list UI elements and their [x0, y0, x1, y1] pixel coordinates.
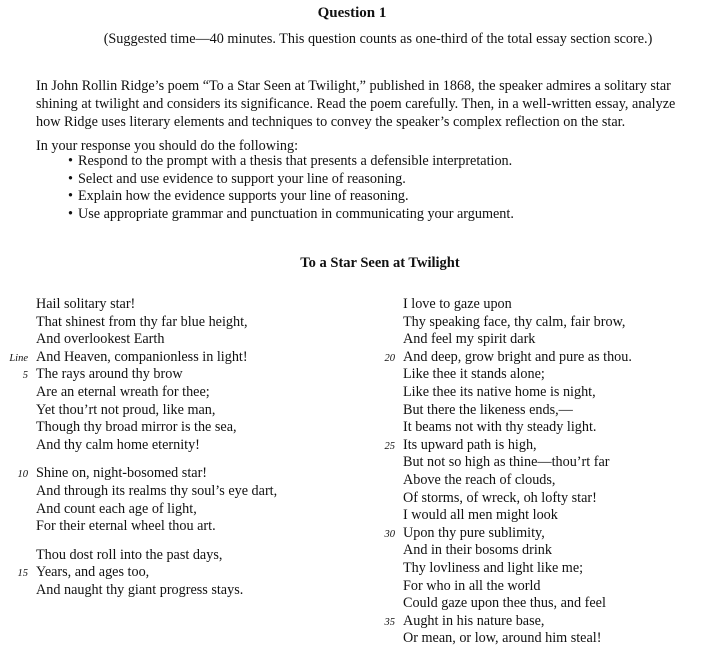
- poem-line-text: But not so high as thine—thou’rt far: [403, 454, 610, 471]
- poem-line-text: Thy lovliness and light like me;: [403, 559, 584, 576]
- poem-stanza: [17, 546, 277, 600]
- poem-line-text: And feel my spirit dark: [403, 331, 536, 348]
- poem-line: [403, 454, 632, 472]
- poem-line: [17, 465, 277, 483]
- question-subtitle: (Suggested time—40 minutes. This question counts as one-third of the total essay section score.): [103, 31, 653, 47]
- poem-line-text: And overlookest Earth: [36, 331, 165, 348]
- poem-line-text: Though thy broad mirror is the sea,: [36, 419, 237, 436]
- poem-line: [36, 437, 277, 455]
- poem-line-text: It beams not with thy steady light.: [403, 419, 597, 436]
- poem-title: To a Star Seen at Twilight: [300, 255, 460, 271]
- bullet-item: • Respond to the prompt with a thesis that presents a defensible interpretation.: [68, 153, 514, 171]
- poem-line-text: For who in all the world: [403, 577, 541, 594]
- poem-line: [403, 490, 632, 508]
- poem-line: [36, 384, 277, 402]
- bullet-item: • Explain how the evidence supports your line of reasoning.: [68, 188, 514, 206]
- essay-prompt: In John Rollin Ridge’s poem “To a Star Seen at Twilight,” published in 1868, the speaker admires a solitary star shining at twilight and considers its significance. Read the poem carefully. Then, in a well-written essay, analyze how Ridge uses literary elements and techniques to convey the speaker’s complex reflection on the star.: [36, 78, 676, 130]
- poem-line: [403, 507, 632, 525]
- line-number: 10: [17, 469, 28, 481]
- poem-line: [9, 348, 277, 367]
- poem-line-text: Upon thy pure sublimity,: [403, 524, 545, 541]
- poem-line-text: Above the reach of clouds,: [403, 471, 556, 488]
- poem-line-text: Could gaze upon thee thus, and feel: [403, 595, 606, 612]
- poem-line-text: And deep, grow bright and pure as thou.: [403, 348, 632, 365]
- line-number: 30: [384, 528, 395, 540]
- poem-line: [403, 402, 632, 420]
- poem-line: [403, 384, 632, 402]
- poem-line: [36, 582, 277, 600]
- poem-stanza: [9, 296, 277, 454]
- poem-left-column: [9, 296, 278, 600]
- poem-line-text: Yet thou’rt not proud, like man,: [36, 401, 216, 418]
- poem-line: [403, 578, 632, 596]
- poem-line: [384, 348, 632, 367]
- poem-line-text: And in their bosoms drink: [403, 542, 552, 559]
- line-number: 35: [384, 616, 395, 628]
- poem-line: [36, 331, 277, 349]
- poem-line: [22, 366, 277, 384]
- poem-line: [403, 296, 632, 314]
- response-instructions: In your response you should do the following:: [36, 138, 299, 154]
- poem-line-text: But there the likeness ends,—: [403, 401, 573, 418]
- poem-line: [403, 331, 632, 349]
- poem-line-text: I love to gaze upon: [403, 296, 512, 312]
- poem-line-text: Its upward path is high,: [403, 436, 537, 453]
- line-number: 25: [384, 440, 395, 452]
- poem-line-text: Like thee it stands alone;: [403, 366, 545, 383]
- line-number: 15: [17, 568, 28, 580]
- poem-line-text: And naught thy giant progress stays.: [36, 581, 244, 598]
- poem-line: [403, 630, 632, 648]
- poem-line-text: Hail solitary star!: [36, 296, 136, 312]
- poem-line: [403, 472, 632, 490]
- poem-line: [36, 296, 277, 314]
- poem-line-text: Like thee its native home is night,: [403, 383, 596, 400]
- poem-line: [403, 542, 632, 560]
- poem-line: [403, 560, 632, 578]
- poem-line: [403, 314, 632, 332]
- response-bullet-list: [68, 153, 514, 223]
- bullet-item: • Use appropriate grammar and punctuation in communicating your argument.: [68, 206, 514, 224]
- poem-line-text: And thy calm home eternity!: [36, 436, 200, 453]
- poem-line-text: Thy speaking face, thy calm, fair brow,: [403, 313, 626, 330]
- poem-line-text: Years, and ages too,: [36, 564, 150, 581]
- poem-line-text: I would all men might look: [403, 507, 558, 524]
- poem-line: [384, 612, 632, 631]
- line-number: 5: [22, 370, 28, 382]
- poem-line: [17, 564, 277, 582]
- line-number: 20: [384, 352, 395, 364]
- poem-line-text: Of storms, of wreck, oh lofty star!: [403, 489, 597, 506]
- poem-line-text: And count each age of light,: [36, 500, 197, 517]
- poem-line: [36, 501, 277, 519]
- poem-line-text: Are an eternal wreath for thee;: [36, 383, 210, 400]
- poem-line-text: And Heaven, companionless in light!: [36, 348, 248, 365]
- poem-stanza: [384, 296, 632, 648]
- poem-line: [36, 314, 277, 332]
- poem-line-text: Aught in his nature base,: [403, 612, 545, 629]
- poem-line: [36, 547, 277, 565]
- poem-line: [384, 436, 632, 455]
- poem-line-text: Shine on, night-bosomed star!: [36, 465, 208, 482]
- poem-line-text: For their eternal wheel thou art.: [36, 518, 216, 535]
- poem-line-text: And through its realms thy soul’s eye dart,: [36, 482, 278, 499]
- poem-line: [36, 402, 277, 420]
- poem-stanza: [17, 465, 278, 535]
- poem-line-text: That shinest from thy far blue height,: [36, 313, 248, 330]
- poem-line: [36, 518, 277, 536]
- bullet-item: • Select and use evidence to support your line of reasoning.: [68, 171, 514, 189]
- line-number: Line: [9, 352, 28, 364]
- poem-line: [403, 595, 632, 613]
- poem-line: [403, 366, 632, 384]
- poem-line-text: The rays around thy brow: [36, 366, 183, 383]
- poem-line: [403, 419, 632, 437]
- poem-line: [36, 483, 277, 501]
- poem-line-text: Thou dost roll into the past days,: [36, 546, 223, 563]
- question-title: Question 1: [317, 5, 387, 21]
- poem-line: [384, 524, 632, 543]
- poem-line-text: Or mean, or low, around him steal!: [403, 630, 602, 647]
- poem-right-column: [384, 296, 632, 648]
- poem-line: [36, 419, 277, 437]
